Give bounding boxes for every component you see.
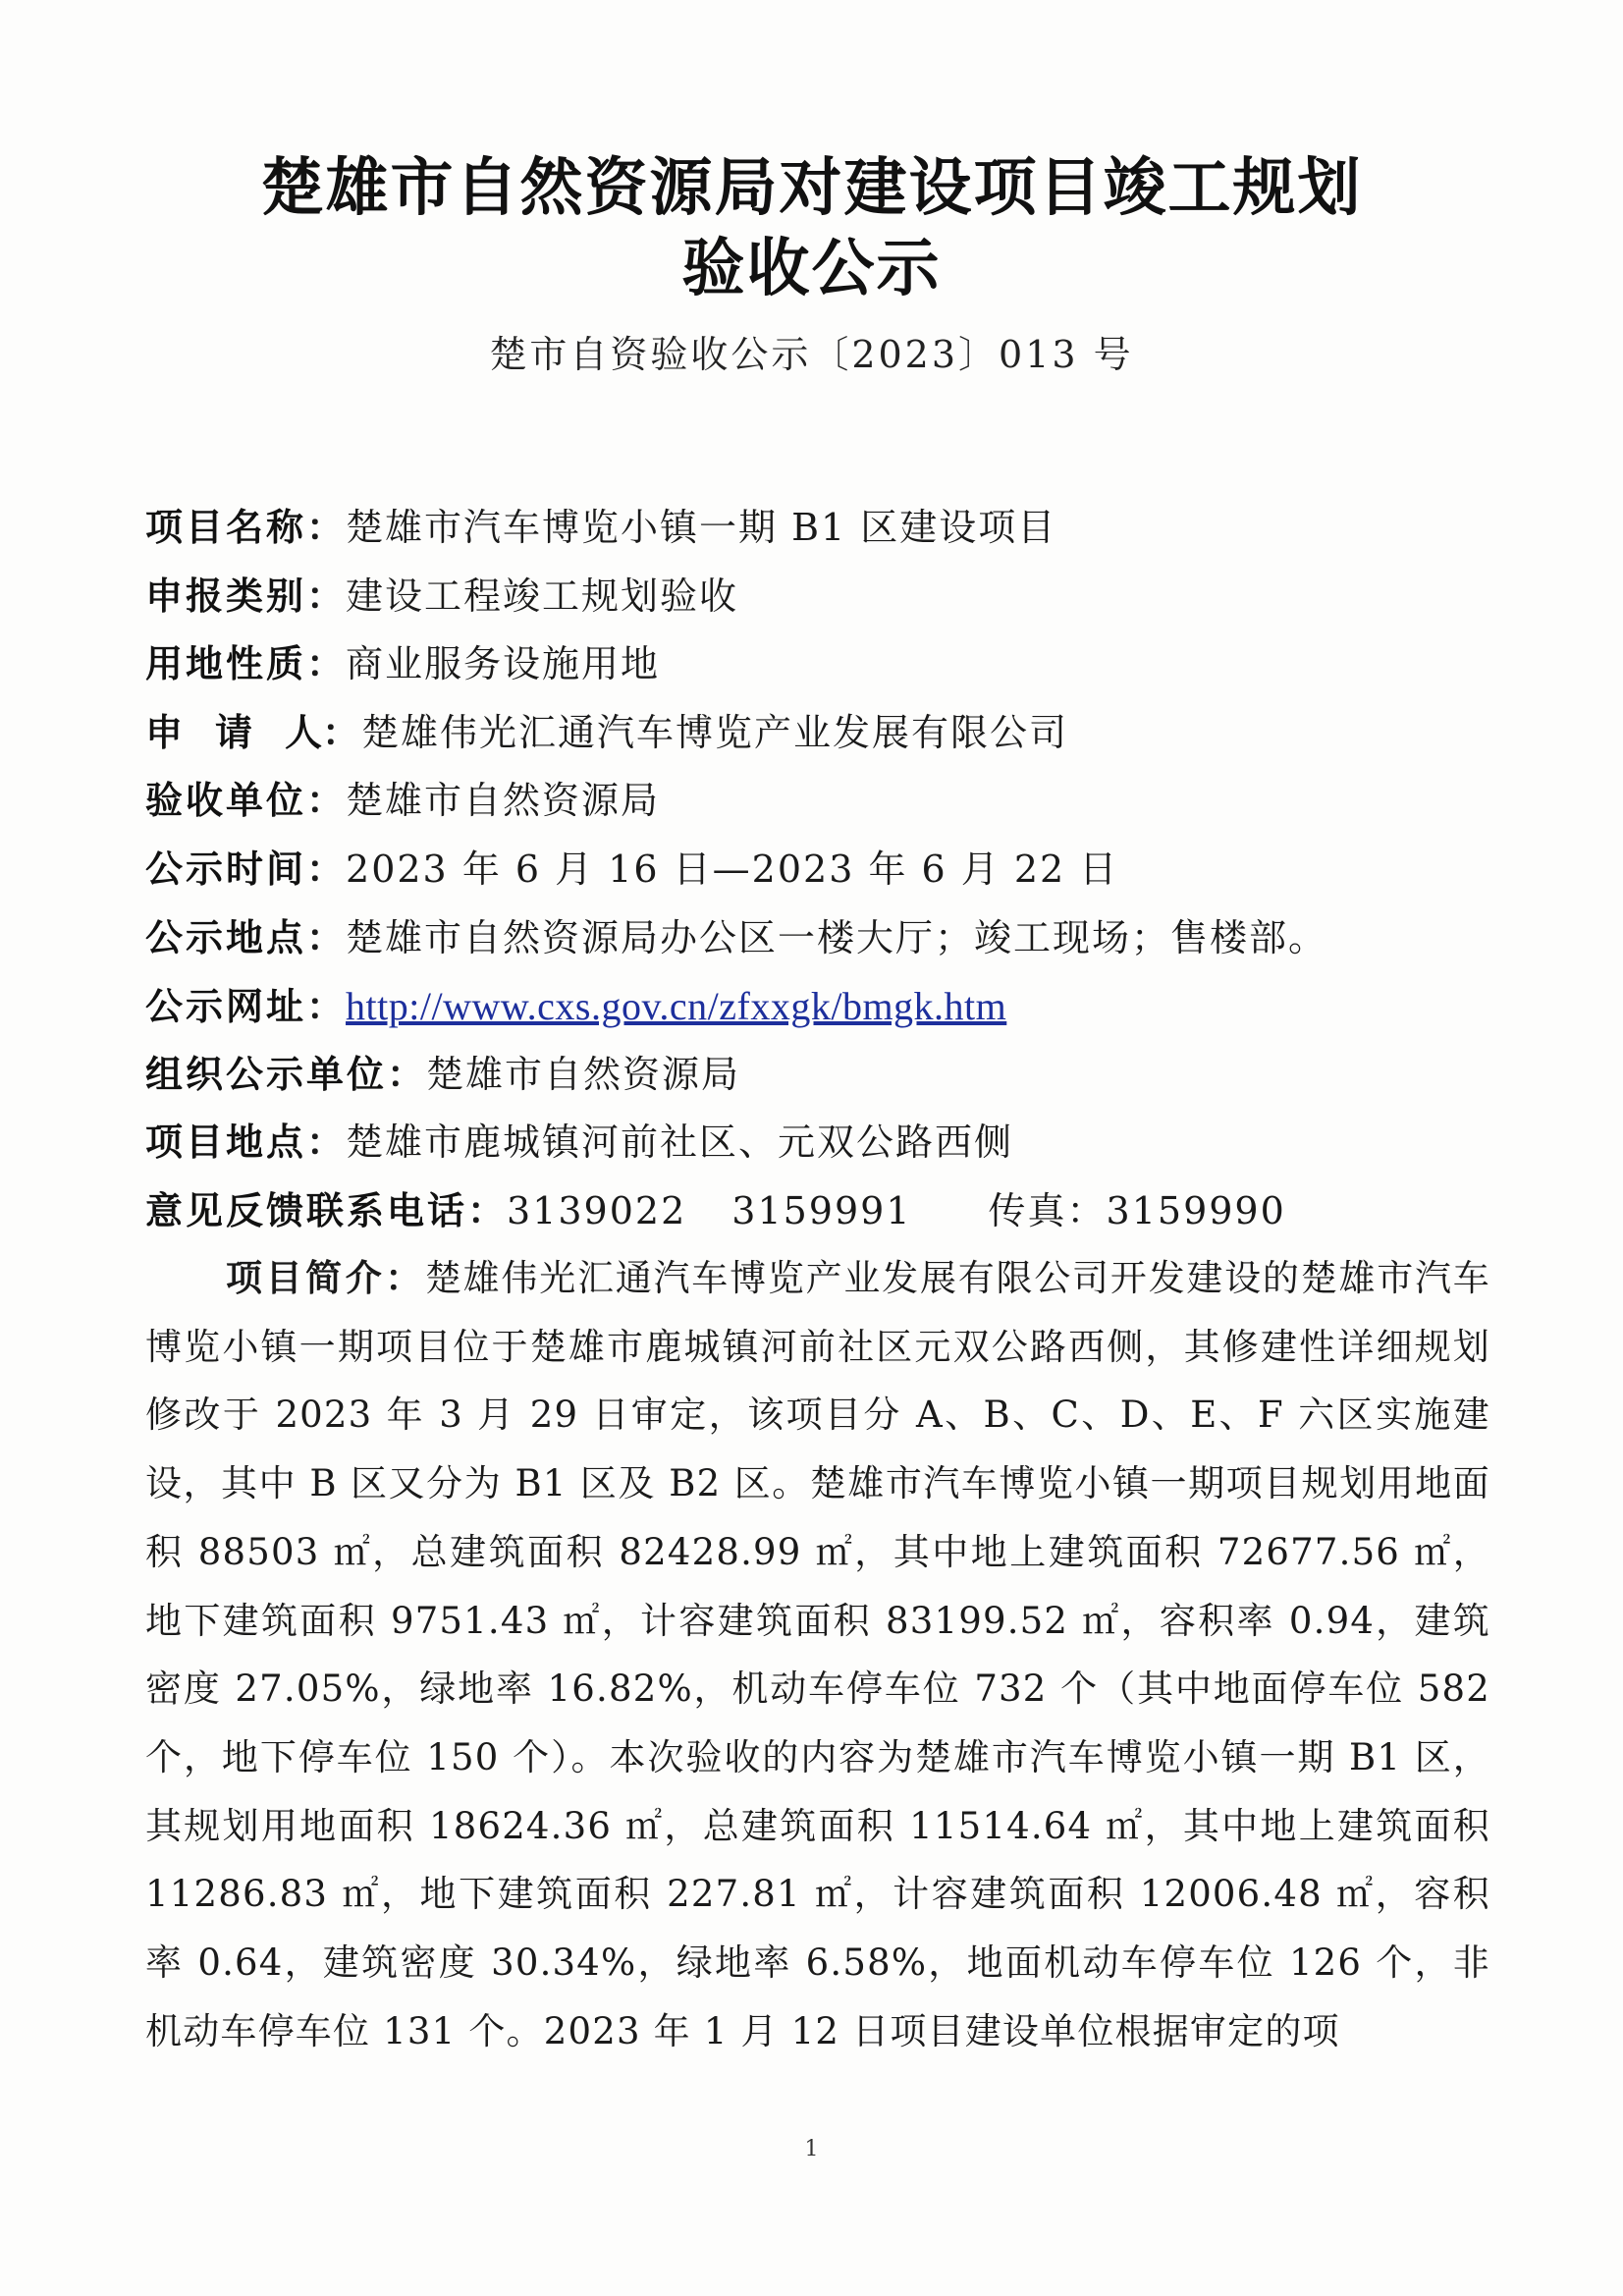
publicity-url-link[interactable]: http://www.cxs.gov.cn/zfxxgk/bmgk.htm (346, 984, 1007, 1029)
document-title-line1: 楚雄市自然资源局对建设项目竣工规划 (260, 152, 1363, 225)
field-label: 项目名称 (145, 506, 307, 549)
field-label: 公示网址 (145, 985, 307, 1029)
field-label: 组织公示单位 (145, 1052, 388, 1096)
field-value: 楚雄市自然资源局 (346, 779, 661, 823)
field-feedback: 意见反馈联系电话：3139022 3159991 传真：3159990 (145, 1188, 1286, 1232)
intro-label: 项目简介： (226, 1257, 425, 1299)
field-value: 楚雄伟光汇通汽车博览产业发展有限公司 (361, 710, 1069, 754)
field-organizer: 组织公示单位：楚雄市自然资源局 (145, 1052, 741, 1096)
field-label: 验收单位 (145, 779, 307, 823)
info-fields (145, 494, 1500, 1246)
field-application-type: 申报类别：建设工程竣工规划验收 (145, 574, 739, 618)
field-value: 商业服务设施用地 (346, 642, 661, 686)
field-value: 2023 年 6 月 16 日—2023 年 6 月 22 日 (346, 847, 1119, 891)
fax-number: 3159990 (1106, 1188, 1286, 1232)
field-value: 楚雄市自然资源局办公区一楼大厅；竣工现场；售楼部。 (346, 915, 1328, 959)
field-publicity-period: 公示时间：2023 年 6 月 16 日—2023 年 6 月 22 日 (145, 847, 1119, 891)
field-label: 公示地点 (145, 915, 307, 959)
field-label: 意见反馈联系电话 (145, 1188, 468, 1232)
field-project-name: 项目名称：楚雄市汽车博览小镇一期 B1 区建设项目 (145, 506, 1057, 549)
field-value: 楚雄市自然资源局 (426, 1052, 741, 1096)
field-value: 楚雄市鹿城镇河前社区、元双公路西侧 (346, 1121, 1014, 1165)
field-label: 用地性质 (145, 642, 307, 686)
document-number: 楚市自资验收公示〔2023〕013 号 (489, 333, 1134, 376)
field-acceptance-unit: 验收单位：楚雄市自然资源局 (145, 779, 661, 823)
field-land-use: 用地性质：商业服务设施用地 (145, 642, 661, 686)
field-label: 项目地点 (145, 1121, 307, 1165)
feedback-phone-2: 3159991 (731, 1188, 912, 1232)
feedback-phone-1: 3139022 (507, 1188, 687, 1232)
field-publicity-url: 公示网址：http://www.cxs.gov.cn/zfxxgk/bmgk.htm (145, 984, 1007, 1029)
page-number: 1 (804, 2137, 819, 2161)
field-label: 公示时间 (145, 847, 307, 891)
field-value: 建设工程竣工规划验收 (346, 574, 739, 618)
fax-label: 传真： (988, 1188, 1107, 1232)
field-label: 申报类别 (145, 574, 307, 618)
intro-text: 楚雄伟光汇通汽车博览产业发展有限公司开发建设的楚雄市汽车博览小镇一期项目位于楚雄市鹿城镇河前社区元双公路西侧，其修建性详细规划修改于 2023 年 3 月 29 日审定，该项目分 A、B、C、D、E、F 六区实施建设，其中 B 区又分为 B1 区及 B2 区。楚雄市汽车博览小镇一期项目规划用地面积 88503 ㎡，总建筑面积 82428.99 ㎡，其中地上建筑面积 72677.56 ㎡，地下建筑面积 9751.43 ㎡，计容建筑面积 83199.52 ㎡，容积率 0.94，建筑密度 27.05%，绿地率 16.82%，机动车停车位 732 个（其中地面停车位 582 个，地下停车位 150 个）。本次验收的内容为楚雄市汽车博览小镇一期 B1 区，其规划用地面积 18624.36 ㎡，总建筑面积 11514.64 ㎡，其中地上建筑面积 11286.83 ㎡，地下建筑面积 227.81 ㎡，计容建筑面积 12006.48 ㎡，容积率 0.64，建筑密度 30.34%，绿地率 6.58%，地面机动车停车位 126 个，非机动车停车位 131 个。2023 年 1 月 12 日项目建设单位根据审定的项 (145, 1257, 1490, 2052)
field-applicant: 申 请 人：楚雄伟光汇通汽车博览产业发展有限公司 (145, 699, 1500, 768)
field-label: 申 请 人 (145, 710, 322, 754)
document-title-line2: 验收公示 (681, 233, 942, 305)
field-project-location: 项目地点：楚雄市鹿城镇河前社区、元双公路西侧 (145, 1121, 1014, 1165)
field-value: 楚雄市汽车博览小镇一期 B1 区建设项目 (346, 506, 1057, 549)
project-intro (145, 1244, 1490, 2065)
field-publicity-location: 公示地点：楚雄市自然资源局办公区一楼大厅；竣工现场；售楼部。 (145, 915, 1328, 959)
